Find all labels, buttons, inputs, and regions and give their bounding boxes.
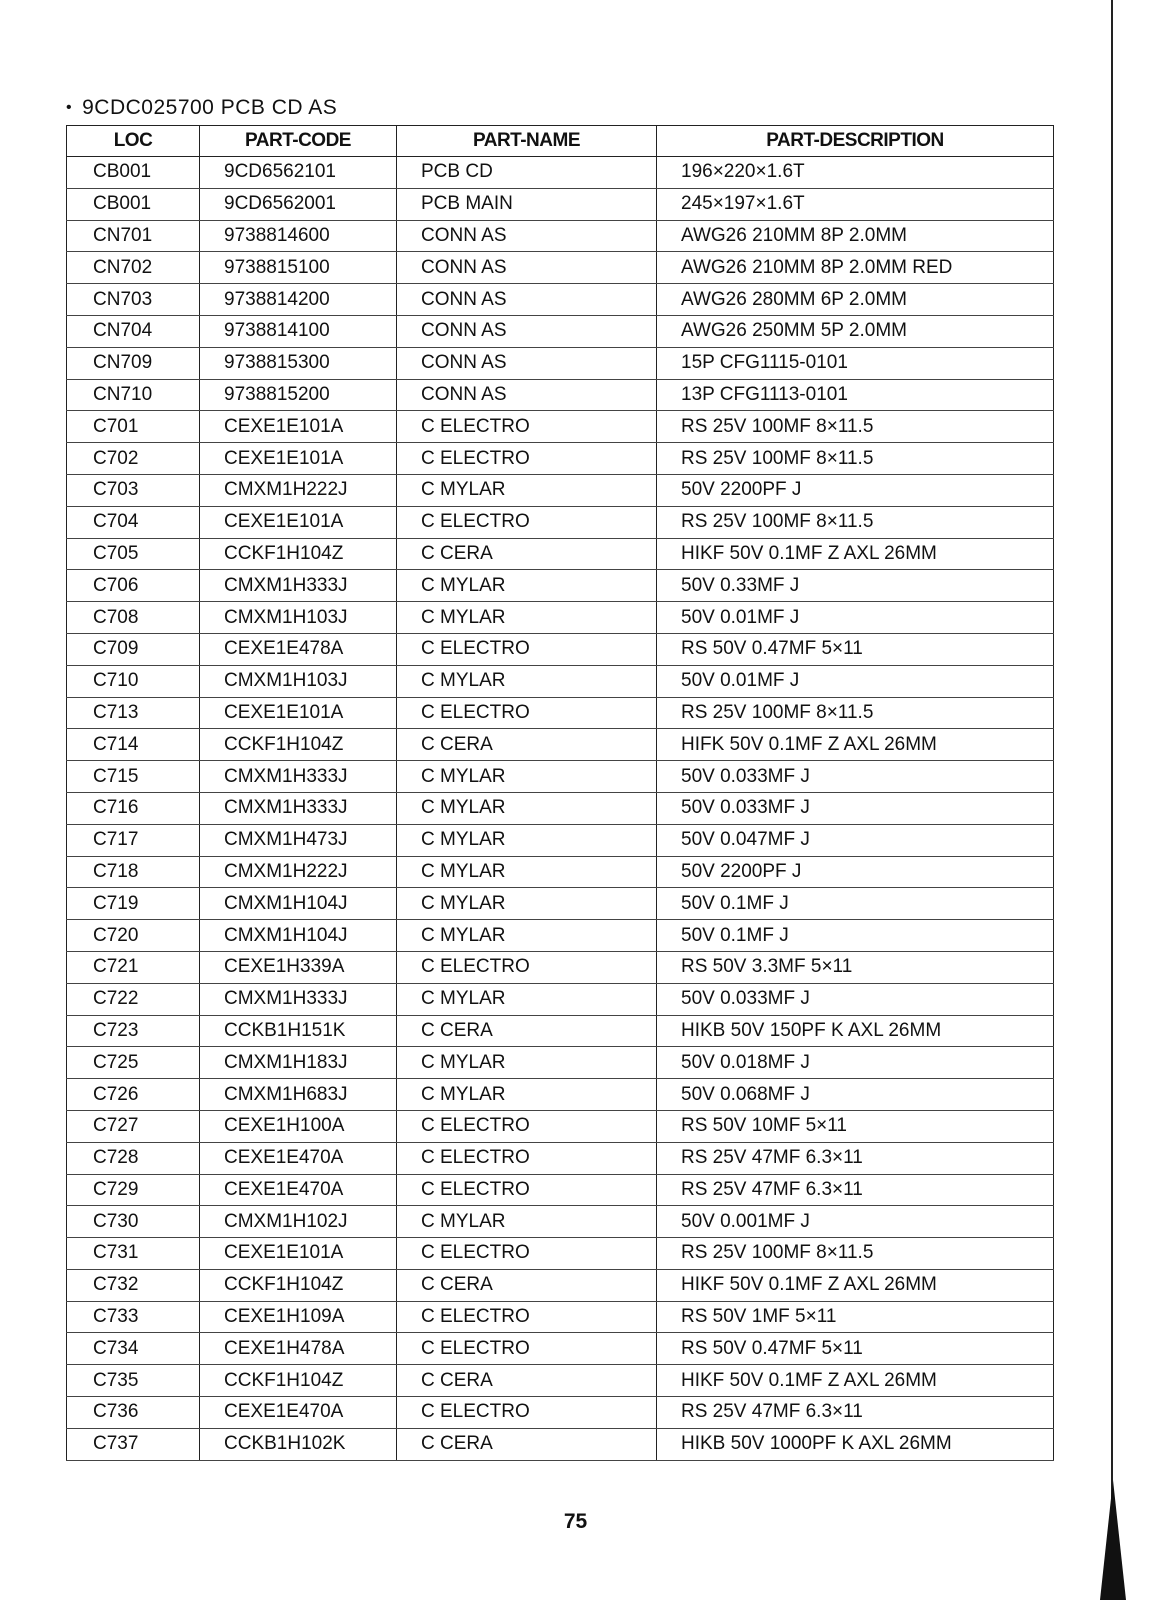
table-row	[67, 538, 1054, 570]
cell-code: CMXM1H333J	[200, 983, 397, 1015]
table-row	[67, 570, 1054, 602]
cell-loc: C704	[67, 506, 200, 538]
cell-loc: C729	[67, 1174, 200, 1206]
table-row	[67, 920, 1054, 952]
cell-desc: RS 50V 1MF 5×11	[657, 1301, 1054, 1333]
table-row	[67, 1047, 1054, 1079]
cell-loc: C703	[67, 474, 200, 506]
cell-code: CEXE1E101A	[200, 697, 397, 729]
cell-name: C MYLAR	[397, 474, 657, 506]
cell-name: C MYLAR	[397, 920, 657, 952]
cell-desc: RS 25V 47MF 6.3×11	[657, 1397, 1054, 1429]
cell-desc: 50V 0.1MF J	[657, 920, 1054, 952]
cell-name: C CERA	[397, 538, 657, 570]
table-row	[67, 792, 1054, 824]
cell-code: CMXM1H222J	[200, 474, 397, 506]
cell-desc: HIFK 50V 0.1MF Z AXL 26MM	[657, 729, 1054, 761]
table-row	[67, 474, 1054, 506]
cell-loc: C710	[67, 665, 200, 697]
table-row	[67, 1333, 1054, 1365]
cell-code: CMXM1H473J	[200, 824, 397, 856]
table-row	[67, 1174, 1054, 1206]
table-row	[67, 824, 1054, 856]
cell-desc: HIKB 50V 150PF K AXL 26MM	[657, 1015, 1054, 1047]
parts-table	[66, 125, 1054, 1461]
cell-name: C MYLAR	[397, 761, 657, 793]
cell-desc: 245×197×1.6T	[657, 188, 1054, 220]
cell-desc: AWG26 250MM 5P 2.0MM	[657, 315, 1054, 347]
cell-code: CCKB1H102K	[200, 1428, 397, 1460]
binding-edge-mark	[1100, 1480, 1126, 1600]
cell-code: 9CD6562001	[200, 188, 397, 220]
cell-desc: RS 50V 3.3MF 5×11	[657, 951, 1054, 983]
cell-name: C CERA	[397, 1269, 657, 1301]
cell-code: CMXM1H222J	[200, 856, 397, 888]
cell-loc: C733	[67, 1301, 200, 1333]
cell-desc: RS 25V 47MF 6.3×11	[657, 1174, 1054, 1206]
table-row	[67, 856, 1054, 888]
table-row	[67, 284, 1054, 316]
cell-name: C ELECTRO	[397, 633, 657, 665]
cell-loc: C737	[67, 1428, 200, 1460]
cell-code: CEXE1H478A	[200, 1333, 397, 1365]
table-row	[67, 1428, 1054, 1460]
table-row	[67, 602, 1054, 634]
cell-name: CONN AS	[397, 379, 657, 411]
cell-desc: HIKF 50V 0.1MF Z AXL 26MM	[657, 538, 1054, 570]
cell-desc: 50V 2200PF J	[657, 474, 1054, 506]
cell-name: C ELECTRO	[397, 1174, 657, 1206]
cell-desc: HIKF 50V 0.1MF Z AXL 26MM	[657, 1269, 1054, 1301]
table-row	[67, 1015, 1054, 1047]
cell-code: CMXM1H102J	[200, 1206, 397, 1238]
cell-name: C ELECTRO	[397, 1110, 657, 1142]
cell-name: C MYLAR	[397, 665, 657, 697]
cell-desc: RS 25V 47MF 6.3×11	[657, 1142, 1054, 1174]
cell-loc: C734	[67, 1333, 200, 1365]
cell-desc: RS 25V 100MF 8×11.5	[657, 411, 1054, 443]
cell-desc: 50V 0.033MF J	[657, 792, 1054, 824]
cell-loc: C727	[67, 1110, 200, 1142]
cell-loc: CN709	[67, 347, 200, 379]
cell-desc: 13P CFG1113-0101	[657, 379, 1054, 411]
cell-desc: 196×220×1.6T	[657, 157, 1054, 189]
cell-name: PCB CD	[397, 157, 657, 189]
cell-loc: C726	[67, 1079, 200, 1111]
cell-desc: 50V 0.1MF J	[657, 888, 1054, 920]
cell-loc: C725	[67, 1047, 200, 1079]
cell-desc: RS 25V 100MF 8×11.5	[657, 506, 1054, 538]
cell-loc: C706	[67, 570, 200, 602]
cell-name: CONN AS	[397, 220, 657, 252]
cell-name: CONN AS	[397, 347, 657, 379]
cell-loc: CB001	[67, 188, 200, 220]
bullet-icon: •	[66, 99, 73, 116]
header-part-description: PART-DESCRIPTION	[657, 126, 1054, 157]
table-row	[67, 1397, 1054, 1429]
section-title	[66, 96, 337, 120]
cell-desc: RS 50V 10MF 5×11	[657, 1110, 1054, 1142]
cell-code: 9738815300	[200, 347, 397, 379]
cell-desc: 50V 2200PF J	[657, 856, 1054, 888]
cell-code: CEXE1H100A	[200, 1110, 397, 1142]
cell-code: CMXM1H104J	[200, 888, 397, 920]
binding-edge-line	[1111, 0, 1113, 1600]
table-row	[67, 1301, 1054, 1333]
cell-loc: CB001	[67, 157, 200, 189]
cell-loc: C716	[67, 792, 200, 824]
cell-desc: 50V 0.01MF J	[657, 602, 1054, 634]
cell-code: CEXE1E470A	[200, 1142, 397, 1174]
cell-code: CCKF1H104Z	[200, 729, 397, 761]
cell-loc: C715	[67, 761, 200, 793]
cell-name: C MYLAR	[397, 1079, 657, 1111]
cell-name: C MYLAR	[397, 888, 657, 920]
table-row	[67, 761, 1054, 793]
cell-loc: CN710	[67, 379, 200, 411]
table-row	[67, 729, 1054, 761]
cell-loc: C702	[67, 443, 200, 475]
table-row	[67, 315, 1054, 347]
cell-name: C ELECTRO	[397, 1142, 657, 1174]
cell-loc: CN702	[67, 252, 200, 284]
cell-code: CEXE1H109A	[200, 1301, 397, 1333]
table-row	[67, 157, 1054, 189]
table-row	[67, 347, 1054, 379]
table-row	[67, 697, 1054, 729]
cell-desc: 15P CFG1115-0101	[657, 347, 1054, 379]
cell-name: C ELECTRO	[397, 1333, 657, 1365]
cell-loc: C722	[67, 983, 200, 1015]
cell-code: CMXM1H103J	[200, 602, 397, 634]
cell-code: CEXE1E101A	[200, 411, 397, 443]
cell-desc: RS 25V 100MF 8×11.5	[657, 697, 1054, 729]
cell-code: CEXE1E101A	[200, 1238, 397, 1270]
cell-code: 9CD6562101	[200, 157, 397, 189]
cell-name: C MYLAR	[397, 1206, 657, 1238]
cell-desc: AWG26 210MM 8P 2.0MM RED	[657, 252, 1054, 284]
cell-loc: C709	[67, 633, 200, 665]
cell-loc: C723	[67, 1015, 200, 1047]
cell-code: CEXE1E101A	[200, 506, 397, 538]
cell-name: C ELECTRO	[397, 506, 657, 538]
cell-code: 9738814600	[200, 220, 397, 252]
cell-code: CEXE1E470A	[200, 1397, 397, 1429]
cell-code: CCKF1H104Z	[200, 1269, 397, 1301]
cell-name: CONN AS	[397, 284, 657, 316]
cell-code: CMXM1H333J	[200, 792, 397, 824]
cell-code: 9738815200	[200, 379, 397, 411]
table-row	[67, 1206, 1054, 1238]
cell-desc: 50V 0.001MF J	[657, 1206, 1054, 1238]
cell-code: CMXM1H333J	[200, 761, 397, 793]
header-part-name: PART-NAME	[397, 126, 657, 157]
table-row	[67, 188, 1054, 220]
cell-code: 9738815100	[200, 252, 397, 284]
cell-loc: C714	[67, 729, 200, 761]
cell-desc: 50V 0.068MF J	[657, 1079, 1054, 1111]
cell-name: C ELECTRO	[397, 443, 657, 475]
cell-loc: C718	[67, 856, 200, 888]
cell-name: C MYLAR	[397, 792, 657, 824]
table-row	[67, 1142, 1054, 1174]
cell-desc: RS 50V 0.47MF 5×11	[657, 633, 1054, 665]
table-row	[67, 1269, 1054, 1301]
cell-loc: C701	[67, 411, 200, 443]
table-row	[67, 633, 1054, 665]
cell-loc: C717	[67, 824, 200, 856]
cell-name: C MYLAR	[397, 983, 657, 1015]
cell-desc: HIKF 50V 0.1MF Z AXL 26MM	[657, 1365, 1054, 1397]
table-row	[67, 220, 1054, 252]
table-row	[67, 951, 1054, 983]
cell-loc: CN701	[67, 220, 200, 252]
cell-code: CMXM1H104J	[200, 920, 397, 952]
cell-name: C CERA	[397, 1428, 657, 1460]
cell-name: C CERA	[397, 729, 657, 761]
cell-name: C MYLAR	[397, 602, 657, 634]
cell-name: C ELECTRO	[397, 411, 657, 443]
cell-desc: 50V 0.033MF J	[657, 983, 1054, 1015]
table-row	[67, 983, 1054, 1015]
cell-loc: C721	[67, 951, 200, 983]
parts-table-body	[67, 157, 1054, 1461]
cell-desc: HIKB 50V 1000PF K AXL 26MM	[657, 1428, 1054, 1460]
cell-name: C ELECTRO	[397, 1238, 657, 1270]
cell-loc: C731	[67, 1238, 200, 1270]
table-row	[67, 888, 1054, 920]
cell-desc: 50V 0.047MF J	[657, 824, 1054, 856]
cell-name: C ELECTRO	[397, 951, 657, 983]
cell-name: C CERA	[397, 1015, 657, 1047]
cell-name: C ELECTRO	[397, 1397, 657, 1429]
cell-code: CMXM1H333J	[200, 570, 397, 602]
cell-name: CONN AS	[397, 252, 657, 284]
cell-loc: C728	[67, 1142, 200, 1174]
page-number: 75	[563, 1510, 588, 1533]
table-row	[67, 1110, 1054, 1142]
section-title-text: 9CDC025700 PCB CD AS	[82, 96, 338, 119]
cell-name: C MYLAR	[397, 856, 657, 888]
cell-code: 9738814100	[200, 315, 397, 347]
cell-desc: 50V 0.33MF J	[657, 570, 1054, 602]
table-row	[67, 506, 1054, 538]
cell-code: CEXE1E470A	[200, 1174, 397, 1206]
cell-loc: CN704	[67, 315, 200, 347]
cell-loc: C708	[67, 602, 200, 634]
cell-loc: C720	[67, 920, 200, 952]
cell-code: CCKB1H151K	[200, 1015, 397, 1047]
cell-code: CCKF1H104Z	[200, 1365, 397, 1397]
cell-loc: C730	[67, 1206, 200, 1238]
cell-desc: AWG26 280MM 6P 2.0MM	[657, 284, 1054, 316]
header-loc: LOC	[67, 126, 200, 157]
cell-loc: C736	[67, 1397, 200, 1429]
cell-loc: C719	[67, 888, 200, 920]
cell-code: CEXE1H339A	[200, 951, 397, 983]
cell-loc: C735	[67, 1365, 200, 1397]
cell-desc: RS 50V 0.47MF 5×11	[657, 1333, 1054, 1365]
table-row	[67, 1238, 1054, 1270]
cell-loc: C732	[67, 1269, 200, 1301]
table-row	[67, 1079, 1054, 1111]
cell-code: CMXM1H183J	[200, 1047, 397, 1079]
header-part-code: PART-CODE	[200, 126, 397, 157]
cell-desc: RS 25V 100MF 8×11.5	[657, 443, 1054, 475]
table-row	[67, 252, 1054, 284]
cell-code: CEXE1E101A	[200, 443, 397, 475]
cell-loc: C705	[67, 538, 200, 570]
cell-desc: 50V 0.033MF J	[657, 761, 1054, 793]
cell-desc: 50V 0.018MF J	[657, 1047, 1054, 1079]
cell-name: CONN AS	[397, 315, 657, 347]
cell-desc: 50V 0.01MF J	[657, 665, 1054, 697]
cell-name: C MYLAR	[397, 824, 657, 856]
cell-loc: C713	[67, 697, 200, 729]
cell-code: 9738814200	[200, 284, 397, 316]
cell-name: C MYLAR	[397, 570, 657, 602]
cell-name: C ELECTRO	[397, 697, 657, 729]
cell-name: C MYLAR	[397, 1047, 657, 1079]
cell-desc: AWG26 210MM 8P 2.0MM	[657, 220, 1054, 252]
cell-name: PCB MAIN	[397, 188, 657, 220]
cell-code: CCKF1H104Z	[200, 538, 397, 570]
cell-code: CMXM1H683J	[200, 1079, 397, 1111]
cell-loc: CN703	[67, 284, 200, 316]
cell-name: C CERA	[397, 1365, 657, 1397]
table-row	[67, 443, 1054, 475]
header-row	[67, 126, 1054, 157]
table-row	[67, 411, 1054, 443]
cell-code: CEXE1E478A	[200, 633, 397, 665]
cell-desc: RS 25V 100MF 8×11.5	[657, 1238, 1054, 1270]
table-row	[67, 665, 1054, 697]
cell-code: CMXM1H103J	[200, 665, 397, 697]
cell-name: C ELECTRO	[397, 1301, 657, 1333]
table-row	[67, 1365, 1054, 1397]
table-row	[67, 379, 1054, 411]
